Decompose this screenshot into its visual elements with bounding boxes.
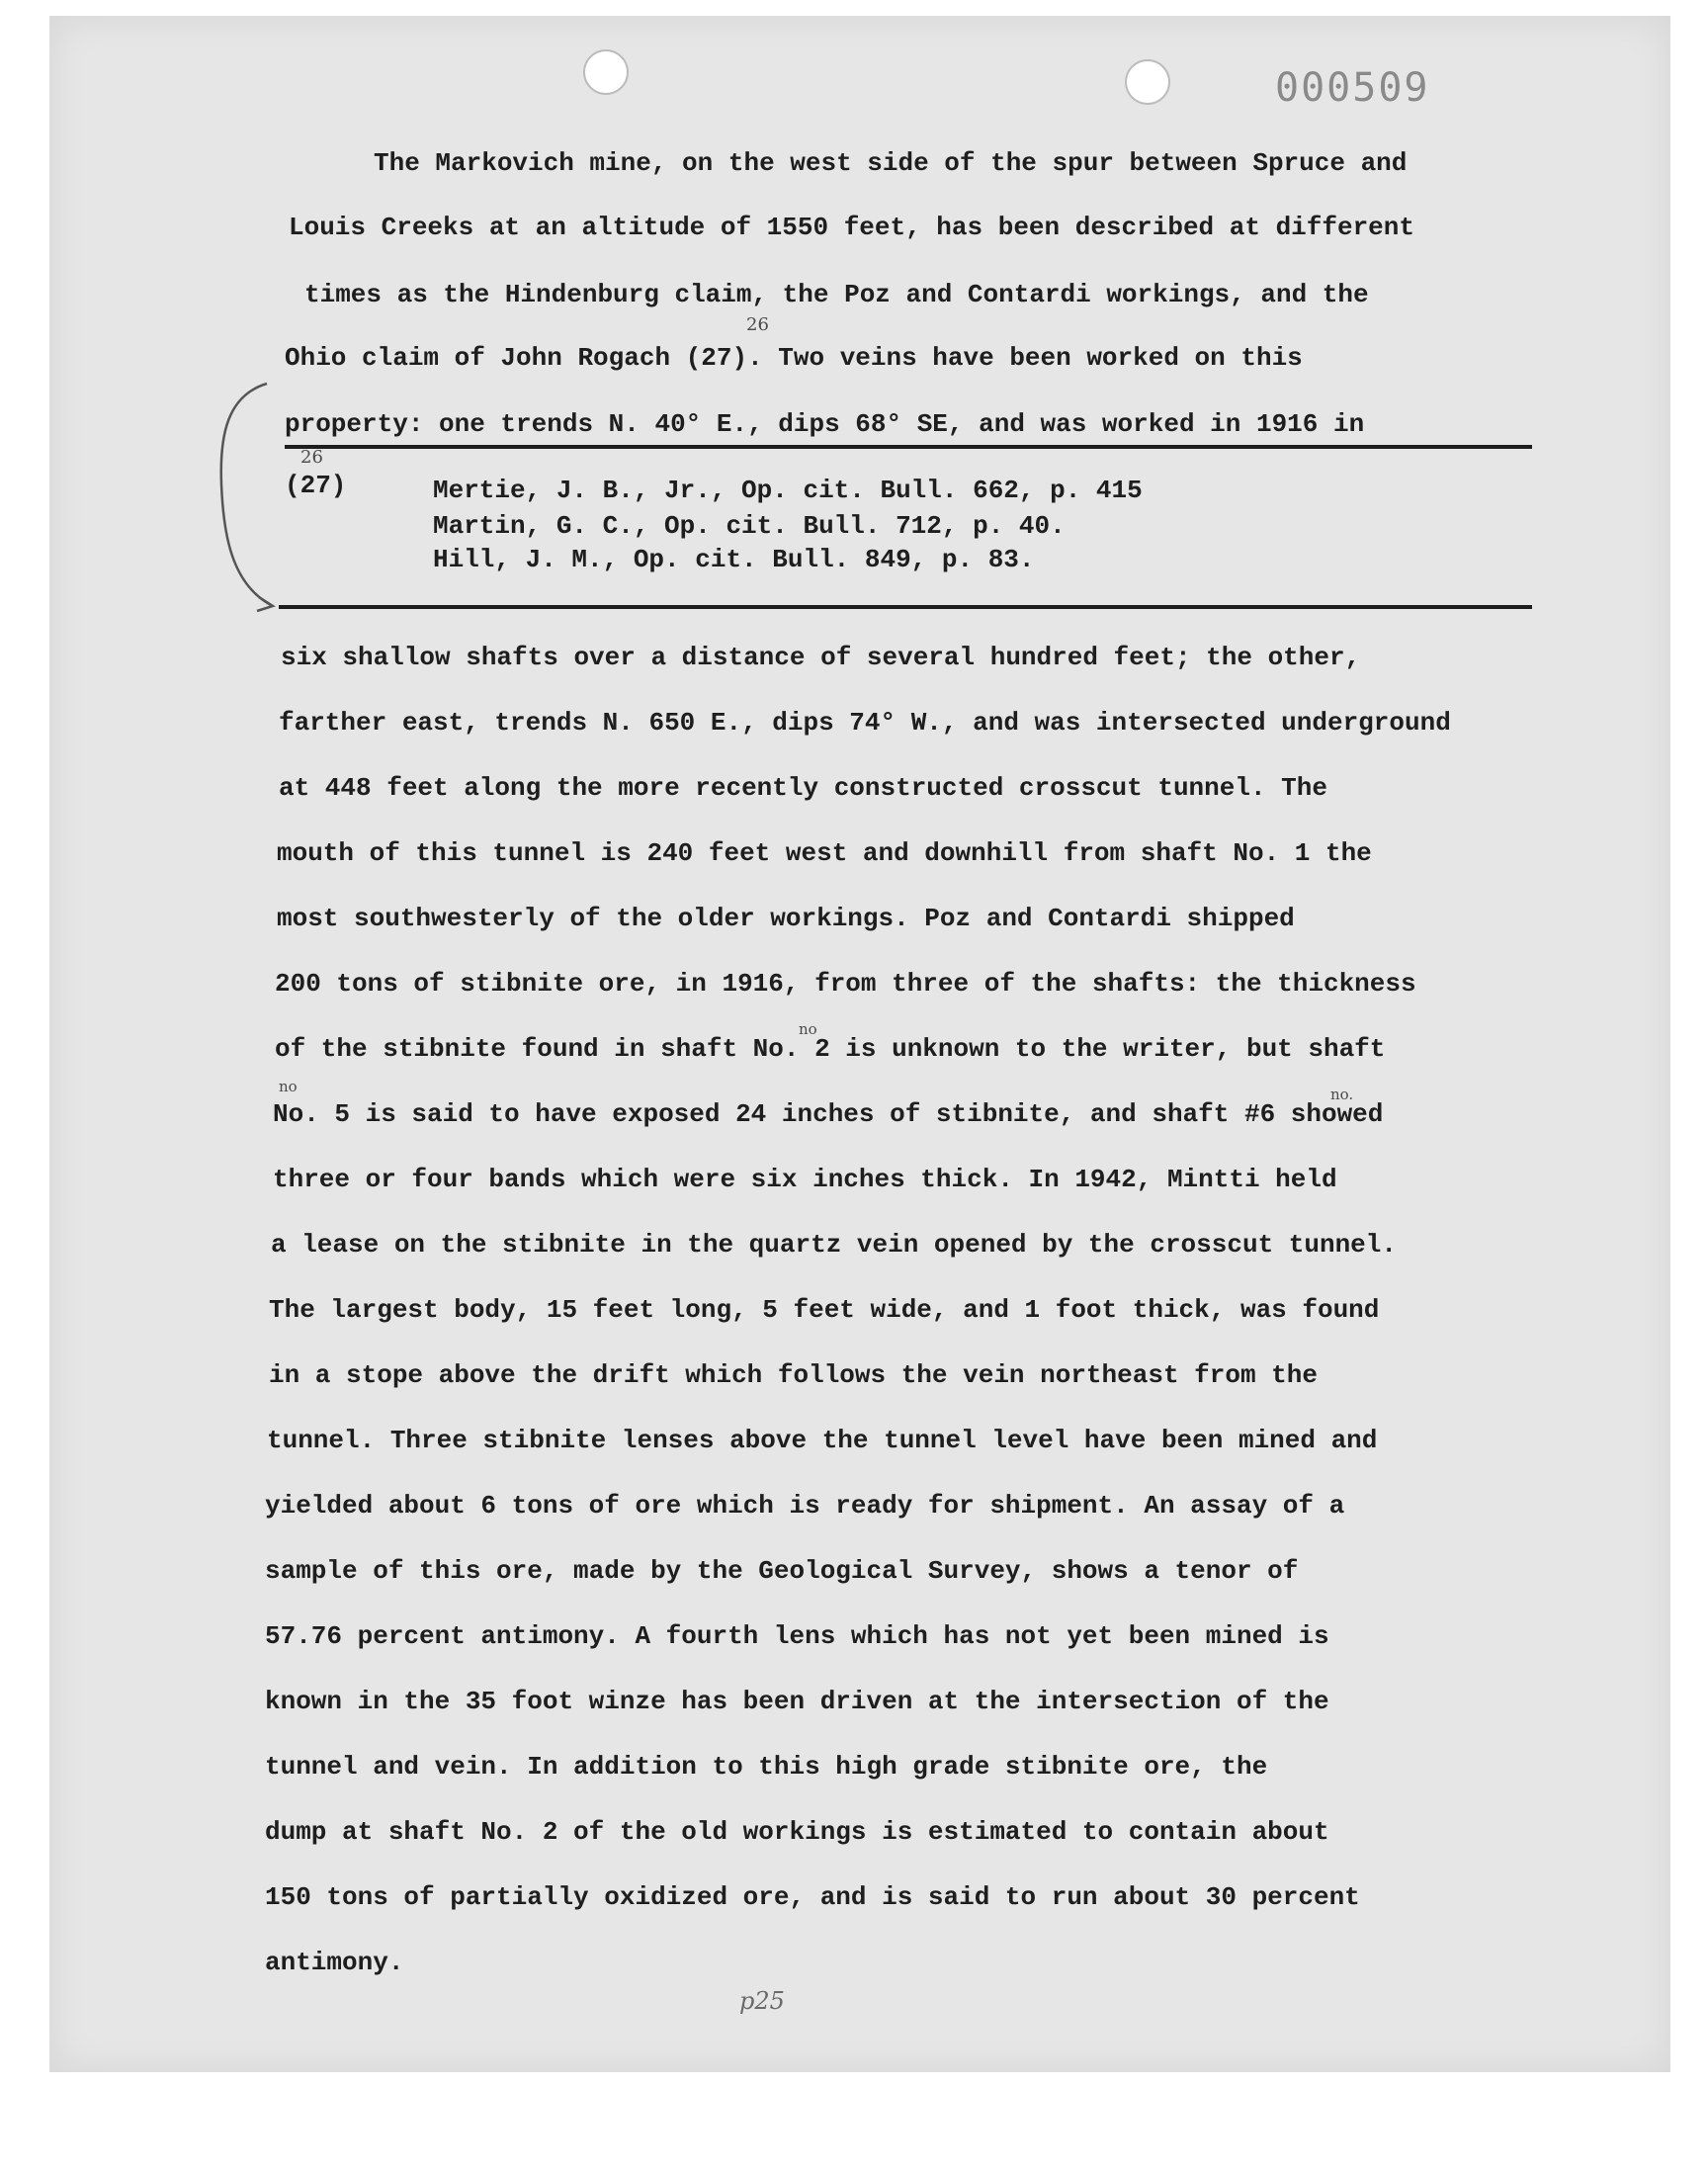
text-line: Louis Creeks at an altitude of 1550 feet, has been described at different — [289, 213, 1414, 242]
text-line: most southwesterly of the older workings. Poz and Contardi shipped — [277, 904, 1295, 933]
text-line: known in the 35 foot winze has been driven at the intersection of the — [265, 1687, 1329, 1716]
text-line: mouth of this tunnel is 240 feet west and downhill from shaft No. 1 the — [277, 838, 1372, 868]
text-line: Ohio claim of John Rogach (27). Two veins have been worked on this — [285, 343, 1303, 373]
punch-hole-left — [583, 49, 629, 95]
text-line: The largest body, 15 feet long, 5 feet wide, and 1 foot thick, was found — [269, 1295, 1380, 1325]
text-line: tunnel. Three stibnite lenses above the tunnel level have been mined and — [267, 1426, 1378, 1455]
text-line: in a stope above the drift which follows the vein northeast from the — [269, 1360, 1318, 1390]
handwritten-ref-number: 26 — [746, 314, 769, 335]
text-line: sample of this ore, made by the Geological Survey, shows a tenor of — [265, 1556, 1299, 1586]
text-line: three or four bands which were six inches thick. In 1942, Mintti held — [273, 1165, 1337, 1194]
text-line: antimony. — [265, 1948, 404, 1977]
handwritten-page-note: p25 — [739, 1987, 785, 2015]
text-line: 57.76 percent antimony. A fourth lens which has not yet been mined is — [265, 1621, 1329, 1651]
text-line: 200 tons of stibnite ore, in 1916, from three of the shafts: the thickness — [275, 969, 1416, 999]
text-line: a lease on the stibnite in the quartz vein opened by the crosscut tunnel. — [271, 1230, 1397, 1260]
text-line: times as the Hindenburg claim, the Poz and Contardi workings, and the — [304, 280, 1369, 309]
footnote-line: Hill, J. M., Op. cit. Bull. 849, p. 83. — [433, 545, 1035, 574]
handwritten-no-mark: no. — [1330, 1086, 1354, 1103]
handwritten-ref-number: 26 — [300, 447, 323, 468]
punch-hole-right — [1125, 59, 1170, 105]
page-stamp-number: 000509 — [1275, 65, 1430, 111]
text-line: six shallow shafts over a distance of several hundred feet; the other, — [281, 643, 1361, 672]
footnote-line: Martin, G. C., Op. cit. Bull. 712, p. 40. — [433, 511, 1066, 541]
text-line: dump at shaft No. 2 of the old workings is estimated to contain about — [265, 1817, 1329, 1847]
text-line: The Markovich mine, on the west side of the spur between Spruce and — [374, 148, 1408, 178]
text-line: farther east, trends N. 650 E., dips 74° W., and was intersected underground — [279, 708, 1451, 738]
text-line: No. 5 is said to have exposed 24 inches of stibnite, and shaft #6 showed — [273, 1099, 1384, 1129]
handwritten-no-mark: no — [799, 1020, 817, 1038]
text-line: of the stibnite found in shaft No. 2 is unknown to the writer, but shaft — [275, 1034, 1386, 1064]
text-line: property: one trends N. 40° E., dips 68° SE, and was worked in 1916 in — [285, 409, 1365, 439]
handwritten-bracket-arrow-icon — [208, 376, 287, 613]
handwritten-no-mark: no — [279, 1078, 298, 1095]
footnote-rule-top — [285, 445, 1532, 449]
text-line: tunnel and vein. In addition to this high grade stibnite ore, the — [265, 1752, 1268, 1782]
footnote-line: Mertie, J. B., Jr., Op. cit. Bull. 662, p. 415 — [433, 476, 1143, 505]
text-line: at 448 feet along the more recently constructed crosscut tunnel. The — [279, 773, 1327, 803]
text-line: yielded about 6 tons of ore which is ready for shipment. An assay of a — [265, 1491, 1345, 1521]
text-line: 150 tons of partially oxidized ore, and is said to run about 30 percent — [265, 1882, 1360, 1912]
footnote-rule-bottom — [279, 605, 1532, 609]
footnote-marker: (27) — [285, 471, 347, 500]
